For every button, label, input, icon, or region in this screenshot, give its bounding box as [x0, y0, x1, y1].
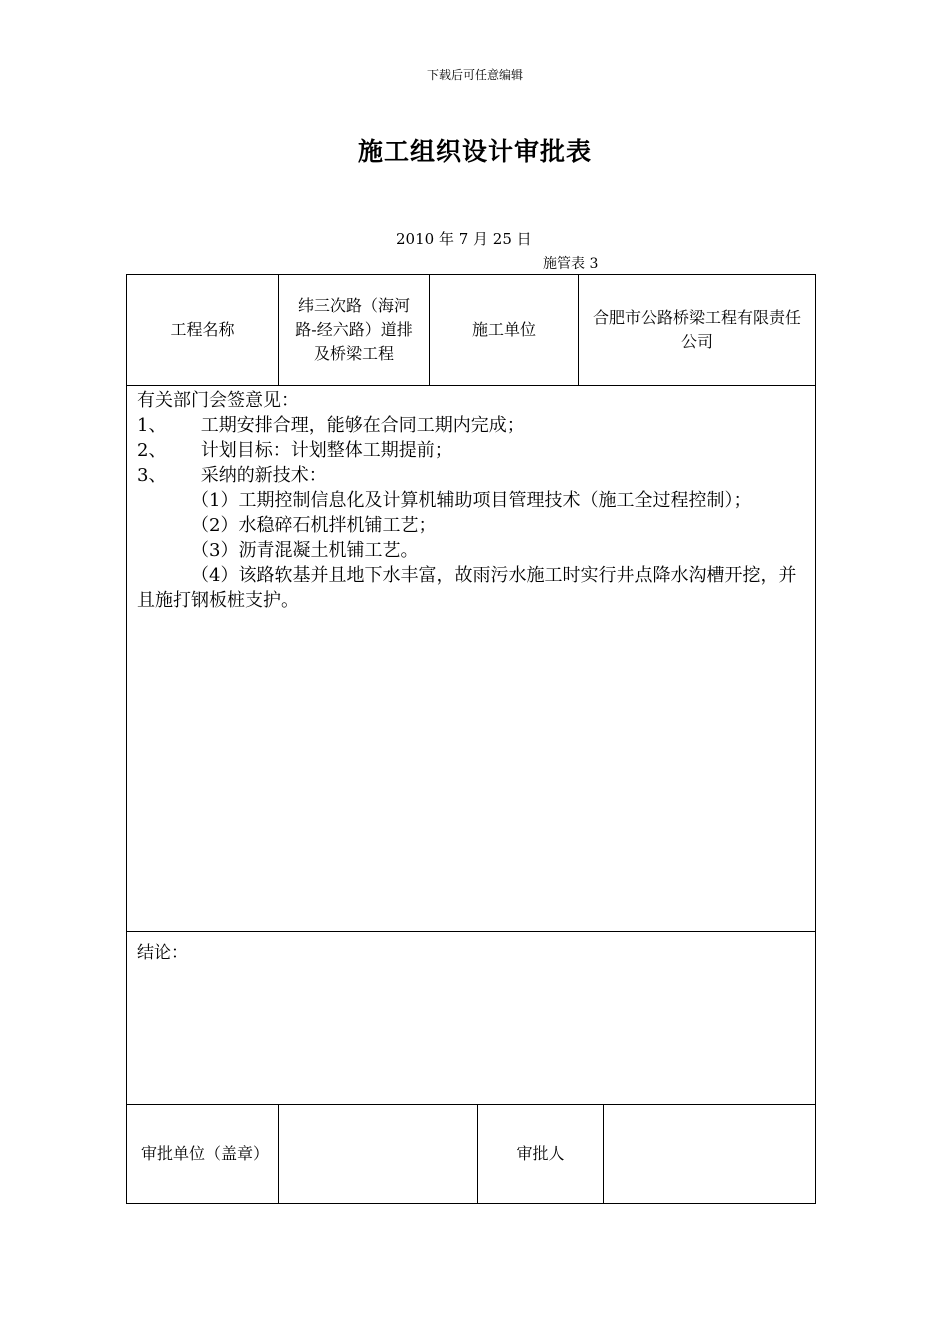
form-date: 2010 年 7 月 25 日 — [396, 230, 532, 248]
opinions-text — [137, 388, 805, 613]
page-title: 施工组织设计审批表 — [357, 137, 592, 166]
conclusion-section — [126, 931, 816, 1105]
opinions-heading: 有关部门会签意见： — [137, 390, 299, 411]
opinion-item: （4）该路软基并且地下水丰富，故雨污水施工时实行井点降水沟槽开挖，并且施打钢板桩支护。 — [137, 565, 797, 611]
opinion-item: 3、 采纳的新技术： — [137, 465, 327, 486]
construction-unit-value: 合肥市公路桥梁工程有限责任公司 — [592, 308, 801, 351]
approver-field[interactable] — [604, 1105, 815, 1203]
approval-unit-field[interactable] — [279, 1105, 477, 1203]
approval-row — [126, 1104, 816, 1204]
approver-label: 审批人 — [516, 1144, 565, 1163]
opinion-item: 1、 工期安排合理，能够在合同工期内完成； — [137, 415, 525, 436]
opinion-item: （2）水稳碎石机拌机铺工艺； — [191, 515, 437, 536]
header-row — [126, 274, 816, 386]
approval-unit-label: 审批单位（盖章） — [141, 1144, 270, 1163]
project-name-value: 纬三次路（海河路-经六路）道排及桥梁工程 — [295, 296, 413, 363]
form-number: 施管表 3 — [543, 256, 599, 272]
watermark-text: 下载后可任意编辑 — [426, 68, 523, 82]
project-name-label: 工程名称 — [170, 320, 235, 339]
conclusion-label: 结论： — [137, 943, 188, 963]
opinion-item: （3）沥青混凝土机铺工艺。 — [191, 540, 419, 561]
opinions-section — [126, 385, 816, 932]
construction-unit-label: 施工单位 — [471, 320, 536, 339]
opinion-item: （1）工期控制信息化及计算机辅助项目管理技术（施工全过程控制）； — [191, 490, 752, 511]
opinion-item: 2、 计划目标：计划整体工期提前； — [137, 440, 453, 461]
